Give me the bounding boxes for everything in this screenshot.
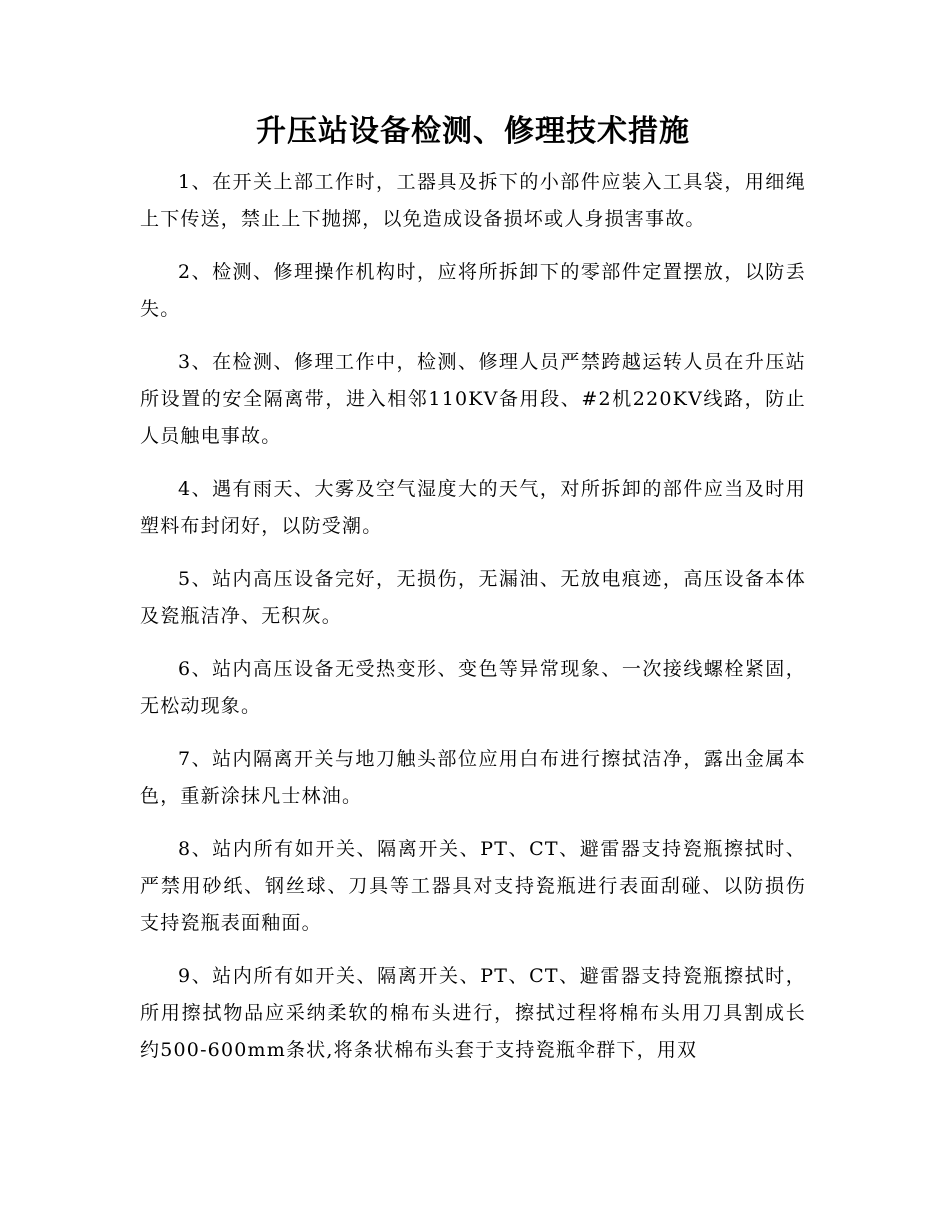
paragraph-7: 7、站内隔离开关与地刀触头部位应用白布进行擦拭洁净，露出金属本色，重新涂抹凡士林油。 [140, 748, 806, 807]
paragraph-1: 1、在开关上部工作时，工器具及拆下的小部件应装入工具袋，用细绳上下传送，禁止上下抛掷，以免造成设备损坏或人身损害事故。 [140, 171, 806, 230]
paragraph-8: 8、站内所有如开关、隔离开关、PT、CT、避雷器支持瓷瓶擦拭时、严禁用砂纸、钢丝球、刀具等工器具对支持瓷瓶进行表面刮碰、以防损伤支持瓷瓶表面釉面。 [140, 838, 806, 934]
paragraph-6: 6、站内高压设备无受热变形、变色等异常现象、一次接线螺栓紧固，无松动现象。 [140, 658, 806, 717]
paragraph-9: 9、站内所有如开关、隔离开关、PT、CT、避雷器支持瓷瓶擦拭时，所用擦拭物品应采纳柔软的棉布头进行，擦拭过程将棉布头用刀具割成长约500-600mm条状,将条状棉布头套于支持瓷瓶伞群下，用双 [140, 965, 806, 1061]
paragraph-4: 4、遇有雨天、大雾及空气湿度大的天气，对所拆卸的部件应当及时用塑料布封闭好，以防受潮。 [140, 478, 806, 537]
document-title: 升压站设备检测、修理技术措施 [256, 114, 690, 149]
paragraph-2: 2、检测、修理操作机构时，应将所拆卸下的零部件定置摆放，以防丢失。 [140, 261, 806, 320]
paragraph-3: 3、在检测、修理工作中，检测、修理人员严禁跨越运转人员在升压站所设置的安全隔离带，进入相邻110KV备用段、#2机220KV线路，防止人员触电事故。 [140, 351, 806, 447]
document-body [140, 164, 806, 1085]
paragraph-5: 5、站内高压设备完好，无损伤，无漏油、无放电痕迹，高压设备本体及瓷瓶洁净、无积灰。 [140, 568, 806, 627]
